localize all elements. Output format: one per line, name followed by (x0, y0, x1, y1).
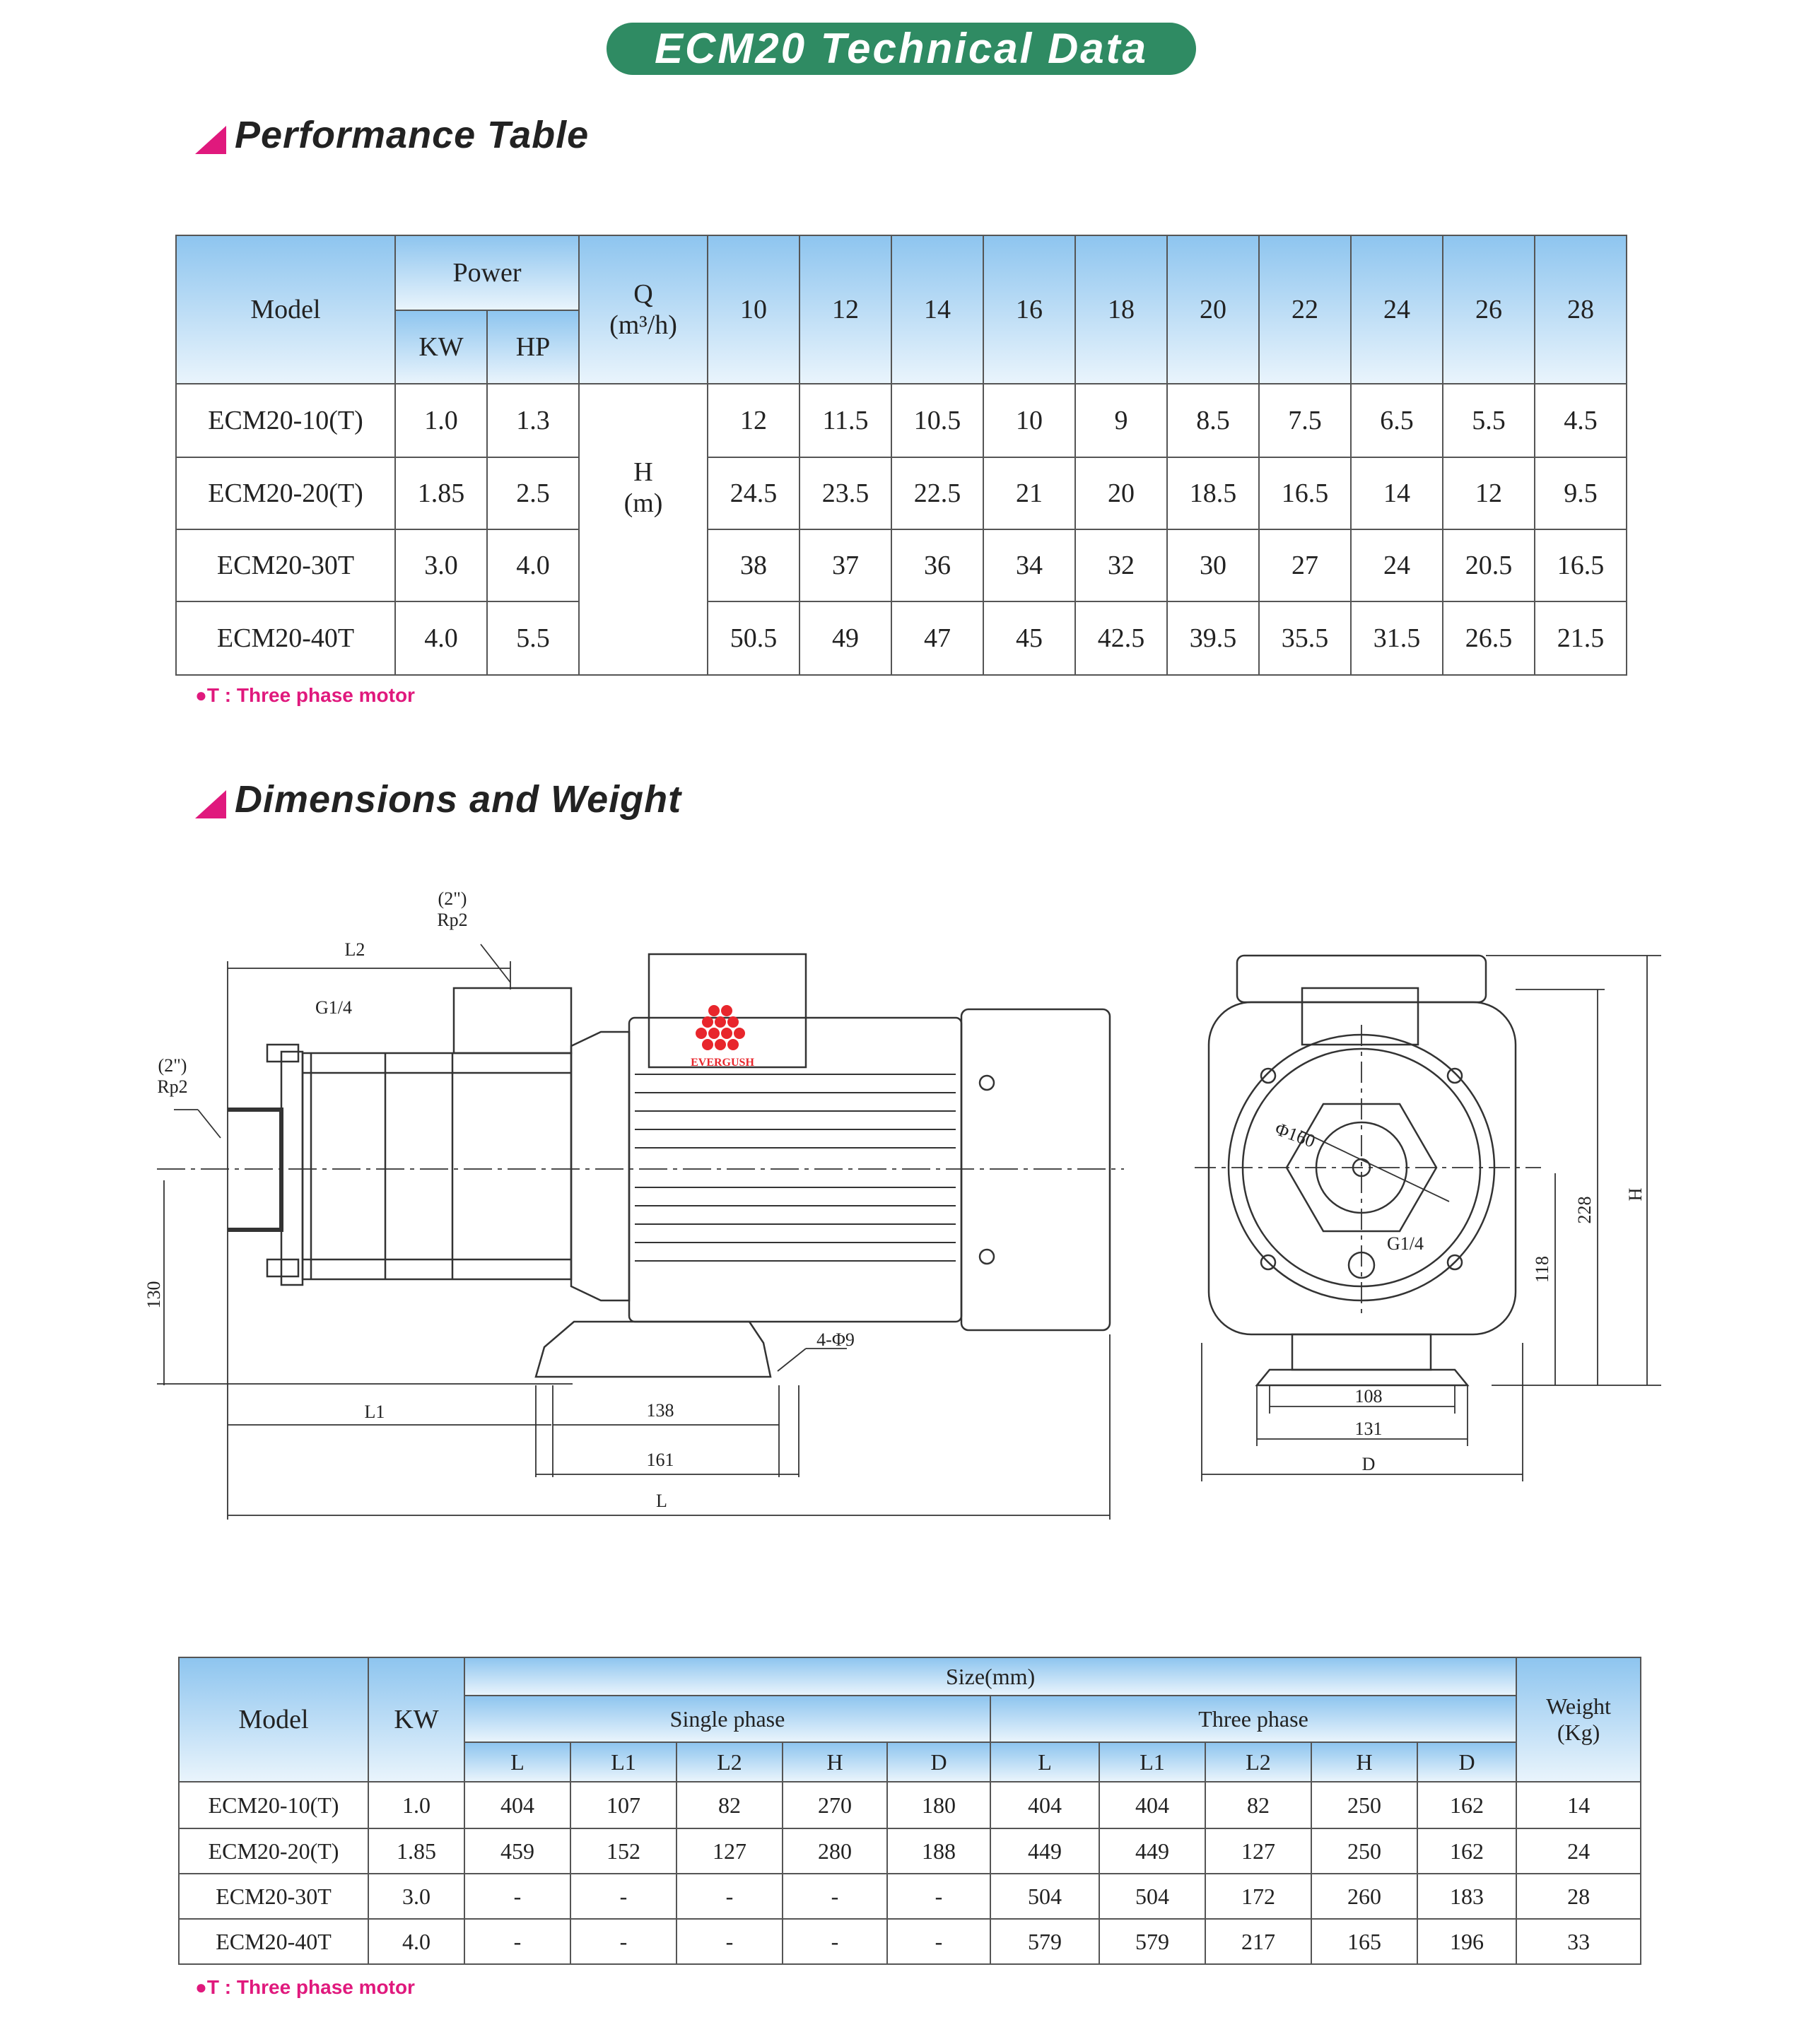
col-header: L1 (570, 1742, 676, 1782)
head-cell: 21.5 (1535, 601, 1627, 675)
size-cell: - (570, 1919, 676, 1964)
head-cell: 7.5 (1259, 384, 1351, 457)
size-cell: 504 (1099, 1874, 1205, 1919)
dim-161-label: 161 (646, 1450, 674, 1470)
size-cell: 165 (1311, 1919, 1417, 1964)
hp-cell: 4.0 (487, 529, 579, 601)
size-cell: 250 (1311, 1828, 1417, 1874)
col-header: L (990, 1742, 1099, 1782)
kw-cell: 3.0 (368, 1874, 464, 1919)
head-cell: 45 (983, 601, 1075, 675)
size-cell: 459 (464, 1828, 570, 1874)
model-cell: ECM20-40T (176, 601, 395, 675)
head-cell: 34 (983, 529, 1075, 601)
head-cell: 16.5 (1259, 457, 1351, 529)
flow-value: 20 (1167, 235, 1259, 384)
weight-unit: (Kg) (1557, 1720, 1600, 1745)
col-header: D (1417, 1742, 1516, 1782)
power-header: Power (395, 235, 579, 310)
head-cell: 32 (1075, 529, 1167, 601)
head-cell: 6.5 (1351, 384, 1443, 457)
size-cell: 188 (887, 1828, 990, 1874)
performance-section-title: Performance Table (235, 114, 590, 156)
size-cell: 196 (1417, 1919, 1516, 1964)
head-cell: 20 (1075, 457, 1167, 529)
flow-value: 28 (1535, 235, 1627, 384)
weight-header (1516, 1657, 1641, 1782)
flow-value: 12 (800, 235, 891, 384)
size-cell: 280 (783, 1828, 887, 1874)
size-cell: 152 (570, 1828, 676, 1874)
flow-value: 24 (1351, 235, 1443, 384)
col-header: D (887, 1742, 990, 1782)
dim-118-label: 118 (1532, 1255, 1552, 1284)
size-cell: 172 (1205, 1874, 1311, 1919)
head-cell: 10.5 (891, 384, 983, 457)
size-cell: 449 (990, 1828, 1099, 1874)
head-cell: 21 (983, 457, 1075, 529)
dim-138-label: 138 (646, 1400, 674, 1421)
three-phase-header: Three phase (990, 1696, 1516, 1742)
dimensions-section-title: Dimensions and Weight (235, 778, 682, 821)
col-header: H (1311, 1742, 1417, 1782)
head-cell: 9.5 (1535, 457, 1627, 529)
head-cell: 42.5 (1075, 601, 1167, 675)
head-cell: 22.5 (891, 457, 983, 529)
head-cell: 12 (1443, 457, 1535, 529)
head-cell: 38 (708, 529, 800, 601)
evergush-logo-icon (696, 1005, 745, 1050)
weight-cell: 24 (1516, 1828, 1641, 1874)
flow-value: 26 (1443, 235, 1535, 384)
hp-cell: 2.5 (487, 457, 579, 529)
kw-header: KW (395, 310, 487, 384)
kw-cell: 1.0 (368, 1782, 464, 1828)
size-cell: - (676, 1919, 783, 1964)
table-row (179, 1919, 1641, 1964)
weight-cell: 28 (1516, 1874, 1641, 1919)
head-cell: 14 (1351, 457, 1443, 529)
hp-header: HP (487, 310, 579, 384)
size-cell: 217 (1205, 1919, 1311, 1964)
col-header: H (783, 1742, 887, 1782)
head-cell: 24.5 (708, 457, 800, 529)
size-cell: - (887, 1874, 990, 1919)
phi160-label: Φ160 (1272, 1118, 1318, 1152)
size-cell: - (464, 1874, 570, 1919)
size-cell: 180 (887, 1782, 990, 1828)
rp2-top-label: Rp2 (437, 910, 468, 930)
head-cell: 11.5 (800, 384, 891, 457)
dim-228-label: 228 (1574, 1196, 1595, 1224)
model-cell: ECM20-10(T) (176, 384, 395, 457)
size-cell: - (783, 1874, 887, 1919)
head-cell: 4.5 (1535, 384, 1627, 457)
l-label: L (656, 1491, 667, 1511)
head-cell: 31.5 (1351, 601, 1443, 675)
head-cell: 37 (800, 529, 891, 601)
kw-cell: 1.0 (395, 384, 487, 457)
size-cell: 449 (1099, 1828, 1205, 1874)
dimension-table (178, 1657, 1641, 1965)
flow-label: Q (633, 279, 653, 309)
brand-label: EVERGUSH (691, 1057, 754, 1069)
h-label: H (1625, 1187, 1646, 1202)
head-cell: 18.5 (1167, 457, 1259, 529)
size-cell: 404 (990, 1782, 1099, 1828)
size-cell: 404 (1099, 1782, 1205, 1828)
size-cell: - (887, 1919, 990, 1964)
page-title: ECM20 Technical Data (655, 25, 1148, 72)
head-cell: 35.5 (1259, 601, 1351, 675)
size-cell: 579 (990, 1919, 1099, 1964)
three-phase-note: ●T : Three phase motor (195, 1976, 415, 1998)
model-header: Model (176, 235, 395, 384)
size-cell: 250 (1311, 1782, 1417, 1828)
size-cell: 260 (1311, 1874, 1417, 1919)
size-cell: 404 (464, 1782, 570, 1828)
head-cell: 36 (891, 529, 983, 601)
head-cell: 16.5 (1535, 529, 1627, 601)
weight-cell: 14 (1516, 1782, 1641, 1828)
size-cell: 82 (1205, 1782, 1311, 1828)
l1-label: L1 (364, 1402, 385, 1422)
flow-value: 18 (1075, 235, 1167, 384)
kw-header: KW (368, 1657, 464, 1782)
head-cell: 27 (1259, 529, 1351, 601)
size-cell: - (570, 1874, 676, 1919)
head-cell: 50.5 (708, 601, 800, 675)
head-cell: 47 (891, 601, 983, 675)
table-row (179, 1874, 1641, 1919)
flow-value: 16 (983, 235, 1075, 384)
model-cell: ECM20-40T (179, 1919, 368, 1964)
col-header: L2 (1205, 1742, 1311, 1782)
flow-value: 22 (1259, 235, 1351, 384)
head-cell: 39.5 (1167, 601, 1259, 675)
hole-label: 4-Φ9 (816, 1329, 855, 1350)
size-cell: 162 (1417, 1782, 1516, 1828)
kw-cell: 4.0 (395, 601, 487, 675)
head-cell: 12 (708, 384, 800, 457)
rp2-left-size-label: (2") (158, 1055, 187, 1076)
col-header: L1 (1099, 1742, 1205, 1782)
size-cell: - (464, 1919, 570, 1964)
size-cell: - (783, 1919, 887, 1964)
d-label: D (1361, 1454, 1376, 1474)
size-header: Size(mm) (464, 1657, 1516, 1696)
col-header: L2 (676, 1742, 783, 1782)
size-cell: 107 (570, 1782, 676, 1828)
head-cell: 24 (1351, 529, 1443, 601)
size-cell: 127 (1205, 1828, 1311, 1874)
size-cell: 183 (1417, 1874, 1516, 1919)
table-row (179, 1828, 1641, 1874)
size-cell: 82 (676, 1782, 783, 1828)
head-cell: 20.5 (1443, 529, 1535, 601)
model-header: Model (179, 1657, 368, 1782)
model-cell: ECM20-20(T) (179, 1828, 368, 1874)
single-phase-header: Single phase (464, 1696, 990, 1742)
size-cell: 504 (990, 1874, 1099, 1919)
head-unit: (m) (623, 488, 663, 518)
flow-value: 14 (891, 235, 983, 384)
model-cell: ECM20-30T (179, 1874, 368, 1919)
kw-cell: 1.85 (395, 457, 487, 529)
size-cell: 579 (1099, 1919, 1205, 1964)
head-cell: 49 (800, 601, 891, 675)
rp2-left-label: Rp2 (157, 1076, 188, 1097)
head-cell: 5.5 (1443, 384, 1535, 457)
head-label: H (633, 457, 653, 487)
rp2-top-size-label: (2") (438, 888, 467, 909)
size-cell: 270 (783, 1782, 887, 1828)
l2-label: L2 (344, 939, 365, 960)
head-cell: 9 (1075, 384, 1167, 457)
head-cell: 10 (983, 384, 1075, 457)
size-cell: 127 (676, 1828, 783, 1874)
model-cell: ECM20-10(T) (179, 1782, 368, 1828)
model-cell: ECM20-30T (176, 529, 395, 601)
size-cell: - (676, 1874, 783, 1919)
dim-130-label: 130 (144, 1281, 164, 1309)
flow-value: 10 (708, 235, 800, 384)
dim-108-label: 108 (1354, 1386, 1383, 1406)
size-cell: 162 (1417, 1828, 1516, 1874)
kw-cell: 4.0 (368, 1919, 464, 1964)
weight-cell: 33 (1516, 1919, 1641, 1964)
dim-131-label: 131 (1354, 1419, 1383, 1439)
kw-cell: 3.0 (395, 529, 487, 601)
col-header: L (464, 1742, 570, 1782)
head-cell: 30 (1167, 529, 1259, 601)
g14-right-label: G1/4 (1387, 1233, 1424, 1254)
model-cell: ECM20-20(T) (176, 457, 395, 529)
head-cell: 8.5 (1167, 384, 1259, 457)
table-row (179, 1782, 1641, 1828)
three-phase-note: ●T : Three phase motor (195, 684, 415, 706)
g14-left-label: G1/4 (315, 997, 352, 1018)
hp-cell: 5.5 (487, 601, 579, 675)
hp-cell: 1.3 (487, 384, 579, 457)
kw-cell: 1.85 (368, 1828, 464, 1874)
head-cell: 23.5 (800, 457, 891, 529)
flow-unit: (m³/h) (609, 310, 677, 340)
head-cell: 26.5 (1443, 601, 1535, 675)
weight-label: Weight (1546, 1693, 1611, 1719)
